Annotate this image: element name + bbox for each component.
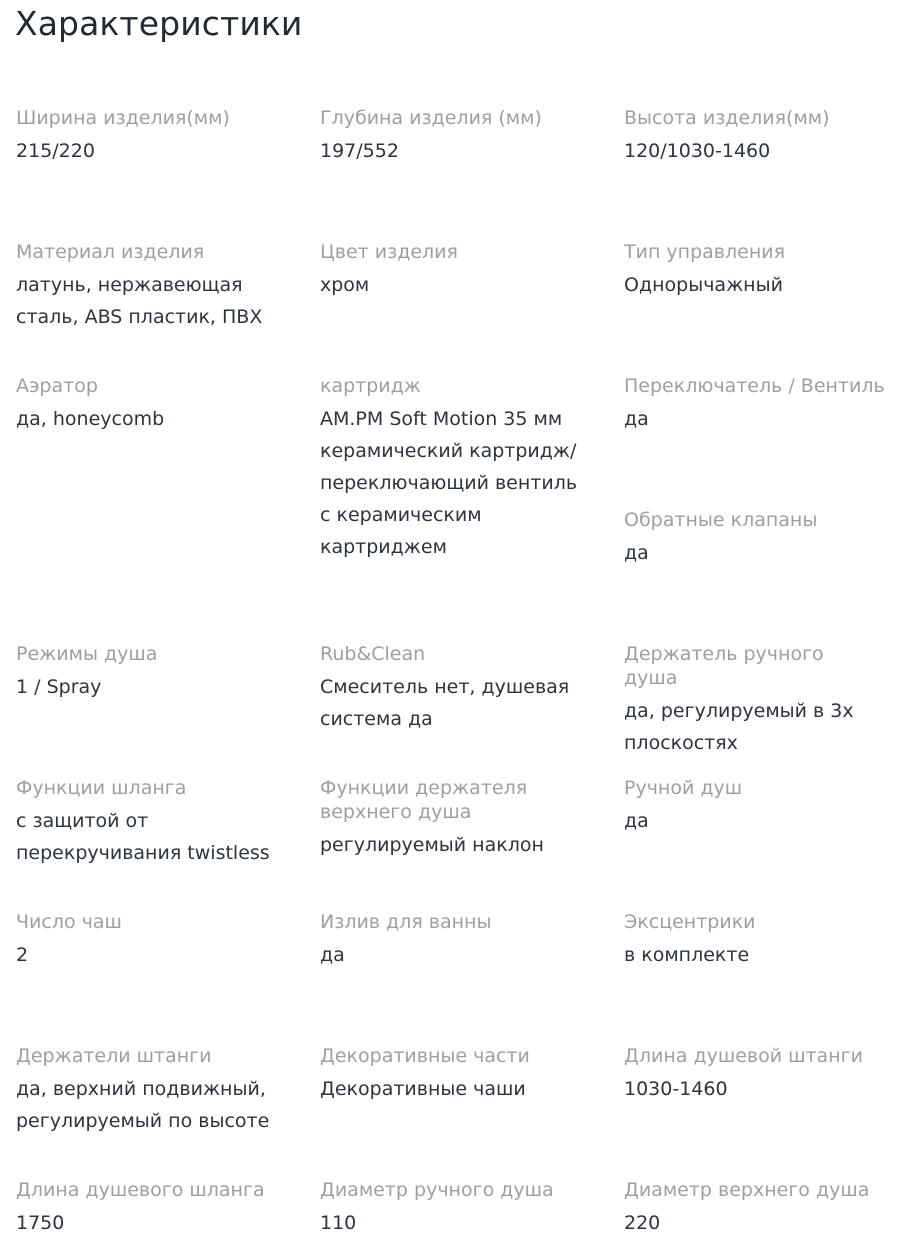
spec-value: с защитой от перекручивания twistless <box>16 810 270 864</box>
spec-value: да, honeycomb <box>16 408 165 430</box>
spec-check-valves <box>624 508 902 569</box>
spec-label: Диаметр верхнего душа <box>624 1179 870 1201</box>
spec-label: Держатель ручного душа <box>624 643 824 689</box>
spec-value: да <box>624 408 649 430</box>
spec-eccentrics <box>624 910 902 971</box>
spec-bowl-count <box>16 910 306 971</box>
spec-label: Переключатель / Вентиль <box>624 375 885 397</box>
spec-label: Высота изделия(мм) <box>624 107 830 129</box>
spec-value: Смеситель нет, душевая система да <box>320 676 570 730</box>
spec-hand-shower <box>624 776 902 837</box>
spec-label: Цвет изделия <box>320 241 458 263</box>
spec-value: 1 / Spray <box>16 676 102 698</box>
spec-value: 120/1030-1460 <box>624 140 771 162</box>
spec-label: Ручной душ <box>624 777 743 799</box>
spec-shower-modes <box>16 642 306 703</box>
spec-value: AM.PM Soft Motion 35 мм керамический картридж/ переключающий вентиль с керамическим картриджем <box>320 408 578 558</box>
spec-overhead-shower-diameter <box>624 1178 902 1239</box>
spec-shower-hose-length <box>16 1178 306 1239</box>
spec-label: Rub&Clean <box>320 643 426 665</box>
spec-shower-bar-length <box>624 1044 902 1105</box>
spec-hand-shower-diameter <box>320 1178 610 1239</box>
spec-value: да <box>320 944 345 966</box>
spec-label: Обратные клапаны <box>624 509 818 531</box>
spec-height <box>624 106 902 167</box>
spec-width <box>16 106 306 167</box>
spec-value: хром <box>320 274 370 296</box>
spec-label: Число чаш <box>16 911 122 933</box>
spec-label: Глубина изделия (мм) <box>320 107 542 129</box>
spec-label: Длина душевой штанги <box>624 1045 863 1067</box>
spec-value: да <box>624 810 649 832</box>
spec-value: да <box>624 542 649 564</box>
spec-decorative-parts <box>320 1044 610 1105</box>
spec-value: Декоративные чаши <box>320 1078 526 1100</box>
spec-label: Ширина изделия(мм) <box>16 107 230 129</box>
spec-label: Функции держателя верхнего душа <box>320 777 528 823</box>
spec-label: Диаметр ручного душа <box>320 1179 554 1201</box>
spec-label: Режимы душа <box>16 643 158 665</box>
spec-value: латунь, нержавеющая сталь, ABS пластик, ПВХ <box>16 274 263 328</box>
spec-value: в комплекте <box>624 944 750 966</box>
spec-hand-shower-holder <box>624 642 874 759</box>
spec-value: 2 <box>16 944 29 966</box>
spec-label: Тип управления <box>624 241 786 263</box>
spec-label: Функции шланга <box>16 777 187 799</box>
spec-label: Декоративные части <box>320 1045 530 1067</box>
spec-label: Аэратор <box>16 375 98 397</box>
spec-value: да, верхний подвижный, регулируемый по высоте <box>16 1078 270 1132</box>
spec-value: да, регулируемый в 3х плоскостях <box>624 700 854 754</box>
spec-color <box>320 240 610 301</box>
spec-cartridge <box>320 374 590 563</box>
spec-value: 1030-1460 <box>624 1078 728 1100</box>
spec-label: Эксцентрики <box>624 911 756 933</box>
spec-material <box>16 240 276 333</box>
spec-aerator <box>16 374 306 435</box>
spec-label: картридж <box>320 375 421 397</box>
spec-overhead-holder-functions <box>320 776 550 861</box>
spec-rub-clean <box>320 642 580 735</box>
spec-depth <box>320 106 610 167</box>
spec-switch-valve <box>624 374 902 435</box>
spec-value: 1750 <box>16 1212 65 1234</box>
spec-label: Излив для ванны <box>320 911 492 933</box>
spec-value: 197/552 <box>320 140 399 162</box>
section-title: Характеристики <box>15 4 303 43</box>
spec-label: Длина душевого шланга <box>16 1179 265 1201</box>
spec-hose-functions <box>16 776 286 869</box>
spec-bar-holders <box>16 1044 286 1137</box>
spec-value: 220 <box>624 1212 661 1234</box>
spec-label: Материал изделия <box>16 241 205 263</box>
spec-value: 110 <box>320 1212 357 1234</box>
spec-value: регулируемый наклон <box>320 834 544 856</box>
spec-bath-spout <box>320 910 610 971</box>
spec-value: 215/220 <box>16 140 95 162</box>
spec-label: Держатели штанги <box>16 1045 212 1067</box>
spec-value: Однорычажный <box>624 274 783 296</box>
spec-control-type <box>624 240 902 301</box>
